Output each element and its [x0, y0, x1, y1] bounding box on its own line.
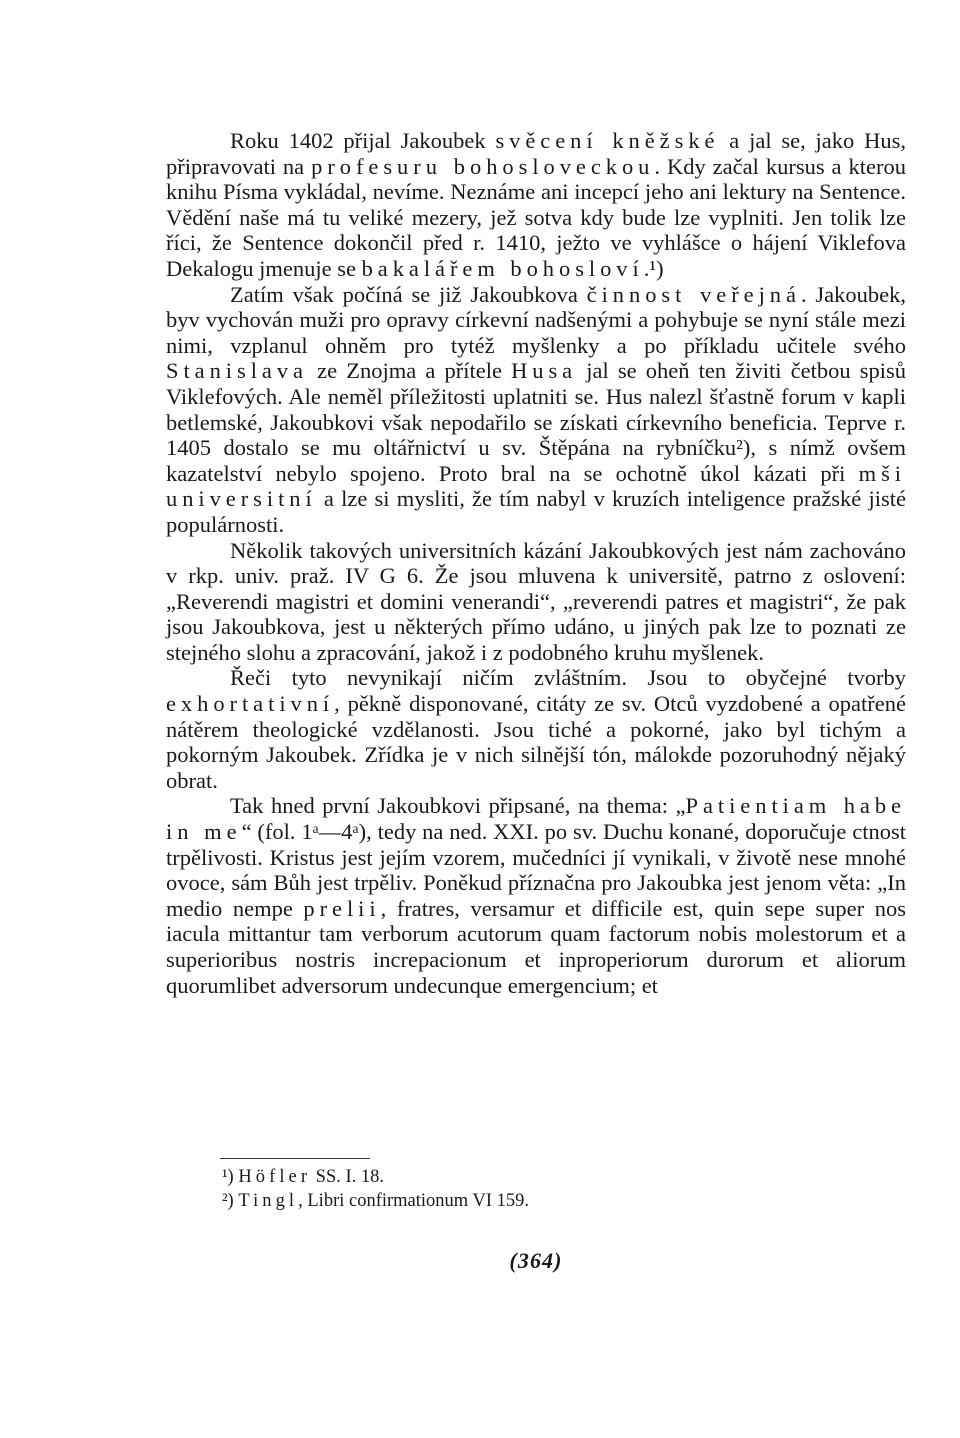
- text-run: ¹): [222, 1167, 239, 1187]
- text-run: a jal se, jako Hus, připravovati na: [166, 128, 906, 179]
- spaced-emphasis: mši universitní: [166, 460, 906, 512]
- spaced-emphasis: Patientiam habe in me: [166, 793, 906, 845]
- spaced-emphasis: prelii: [303, 895, 381, 921]
- footnote-separator: [220, 1158, 370, 1159]
- text-run: Tak hned první Jakoubkovi připsané, na thema: „: [230, 793, 686, 819]
- paragraph: [166, 538, 906, 666]
- text-run: a lze si mysliti, že tím nabyl v kruzích inteligence pražské jisté populárnosti.: [166, 486, 906, 537]
- spaced-emphasis: bakalářem bohosloví: [361, 255, 644, 281]
- text-run: SS. I. 18.: [311, 1167, 385, 1187]
- text-run: . Kdy začal kursus a kterou knihu Písma vykládal, nevíme. Neznáme ani incepcí jeho ani lektury na Sentence. Vědění naše má tu veliké mezery, jež sotva kdy bude lze vyplniti. Jen tolik lze říci, že Sentence dokončil před r. 1410, ježto ve vyhlášce o hájení Viklefova Dekalogu jmenuje se: [166, 153, 906, 281]
- text-run: Několik takových universitních kázání Jakoubkových jest nám zachováno v rkp. univ. praž. IV G 6. Že jsou mluvena k universitě, patrno z oslovení: „Reverendi magistri et domini venerandi“, „reverendi patres et magistri“, že pak jsou Jakoubkova, jest u některých přímo udáno, u jiných pak lze to poznati ze stejného slohu a zpracování, jakož i z podobného kruhu myšlenek.: [166, 537, 906, 665]
- paragraph: [166, 128, 906, 282]
- spaced-emphasis: Höfler: [238, 1167, 312, 1187]
- text-run: “ (fol. 1ᵃ—4ᵃ), tedy na ned. XXI. po sv. Duchu konané, doporučuje ctnost trpělivosti. Kristus jest jejím vzorem, mučedníci jí vynikali, v životě nese mnohé ovoce, sám Bůh jest trpěliv. Poněkud příznačna pro Jakoubka jest jenom věta: „In medio nempe: [166, 819, 906, 921]
- spaced-emphasis: Tingl: [238, 1191, 299, 1211]
- text-run: Roku 1402 přijal Jakoubek: [230, 128, 496, 153]
- text-run: jal se oheň ten živiti četbou spisů Viklefových. Ale neměl příležitosti uplatniti se. Hus nalezl šťastně forum v kapli betlemské, Jakoubkovi však nepodařilo se získati církevního beneficia. Teprve r. 1405 dostalo se mu oltářnictví u sv. Štěpána na rybníčku²), s nímž ovšem kazatelství nebylo spojeno. Proto bral na se ochotně úkol kázati při: [166, 358, 906, 486]
- text-run: .¹): [643, 255, 664, 281]
- paragraph: [166, 665, 906, 793]
- text-run: ze Znojma a přítele: [307, 358, 512, 384]
- spaced-emphasis: svěcení kněžské: [495, 128, 720, 153]
- text-run: Řeči tyto nevynikají ničím zvláštním. Jsou to obyčejné tvorby: [230, 665, 906, 691]
- footnotes: [222, 1165, 902, 1213]
- text-run: , Libri confirmationum VI 159.: [298, 1191, 529, 1211]
- text-run: , pěkně disponované, citáty ze sv. Otců vyzdobené a opatřené nátěrem theologické vzdělanosti. Jsou tiché a pokorné, jako byl tichým a pokorným Jakoubek. Zřídka je v nich silnější tón, málokde pozoruhodný nějaký obrat.: [166, 691, 906, 793]
- spaced-emphasis: činnost veřejná: [586, 281, 801, 307]
- spaced-emphasis: profesuru bohosloveckou: [311, 153, 655, 179]
- text-run: , fratres, versamur et difficile est, quin sepe super nos iacula mittantur tam verborum acutorum quam factorum nobis molestorum et a superioribus nostris increpacionum et inproperiorum durorum et aliorum quorumlibet adversorum undecunque emergencium; et: [166, 895, 906, 998]
- spaced-emphasis: Stanislava: [166, 358, 308, 384]
- paragraph: [166, 793, 906, 998]
- text-run: . Jakoubek, byv vychován muži pro opravy církevní nadšenými a pohybuje se nyní stále mezi nimi, vzplanul ohněm pro tytéž myšlenky a po příkladu učitele svého: [166, 281, 906, 358]
- paragraph: [166, 282, 906, 538]
- spaced-emphasis: exhortativní: [166, 691, 335, 717]
- page-number: (364): [509, 1248, 563, 1273]
- footnote: [222, 1189, 902, 1213]
- text-run: ²): [222, 1191, 239, 1211]
- text-run: Zatím však počíná se již Jakoubkova: [230, 281, 587, 307]
- footnote: [222, 1165, 902, 1189]
- spaced-emphasis: Husa: [511, 358, 578, 384]
- body-text: [166, 128, 906, 998]
